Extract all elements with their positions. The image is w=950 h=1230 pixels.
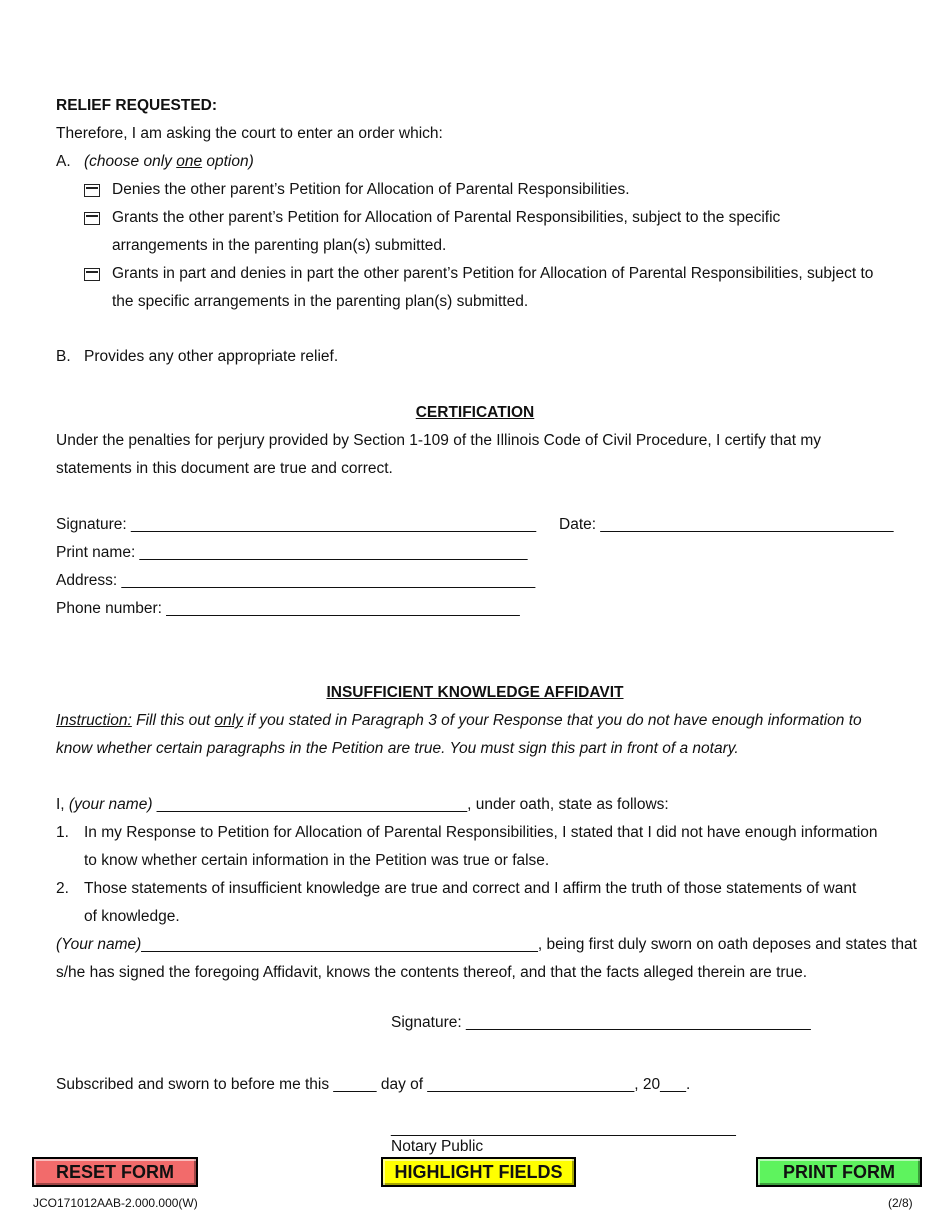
option-partial-checkbox[interactable]	[84, 268, 100, 281]
print-form-button[interactable]: PRINT FORM	[756, 1157, 922, 1187]
subscribed-sworn-line[interactable]: Subscribed and sworn to before me this _____ day of ________________________, 20___.	[56, 1076, 691, 1093]
affidavit-instruction-line2: know whether certain paragraphs in the Petition are true. You must sign this part in front of a notary.	[56, 740, 739, 757]
date-field[interactable]: Date: __________________________________	[559, 516, 894, 533]
option-partial-label-line1: Grants in part and denies in part the other parent’s Petition for Allocation of Parental Responsibilities, subject to	[112, 265, 874, 282]
affidavit-item-2-line1: Those statements of insufficient knowledge are true and correct and I affirm the truth of those statements of want	[84, 880, 857, 897]
option-b-text: Provides any other appropriate relief.	[84, 348, 339, 365]
affidavit-item-number: 1.	[56, 824, 69, 841]
option-a-letter: A.	[56, 153, 71, 170]
notary-public-label: Notary Public	[391, 1138, 484, 1155]
phone-number-field[interactable]: Phone number: _________________________________________	[56, 600, 520, 617]
option-grant-label-line1: Grants the other parent’s Petition for Allocation of Parental Responsibilities, subject to the specific	[112, 209, 781, 226]
affidavit-item-number: 2.	[56, 880, 69, 897]
affidavit-item-2-line2: of knowledge.	[84, 908, 180, 925]
sworn-statement-line1[interactable]: (Your name)______________________________________________, being first duly sworn on oath deposes and states that	[56, 936, 917, 953]
form-id: JCO171012AAB-2.000.000(W)	[33, 1196, 198, 1210]
sworn-statement-line2: s/he has signed the foregoing Affidavit, knows the contents thereof, and that the facts alleged therein are true.	[56, 964, 808, 981]
signature-field[interactable]: Signature: _______________________________________________	[56, 516, 537, 533]
option-deny-label: Denies the other parent’s Petition for Allocation of Parental Responsibilities.	[112, 181, 630, 198]
option-b-letter: B.	[56, 348, 71, 365]
relief-heading: RELIEF REQUESTED:	[56, 97, 218, 114]
affidavit-heading: INSUFFICIENT KNOWLEDGE AFFIDAVIT	[326, 684, 624, 701]
notary-signature-line[interactable]: ________________________________________	[391, 1120, 736, 1137]
affidavit-item-1-line1: In my Response to Petition for Allocation of Parental Responsibilities, I stated that I did not have enough information	[84, 824, 878, 841]
highlight-fields-button[interactable]: HIGHLIGHT FIELDS	[381, 1157, 576, 1187]
certification-text-line2: statements in this document are true and correct.	[56, 460, 393, 477]
oath-statement[interactable]: I, (your name) ____________________________________, under oath, state as follows:	[56, 796, 669, 813]
affidavit-signature-field[interactable]: Signature: ________________________________________	[391, 1014, 811, 1031]
address-field[interactable]: Address: ________________________________________________	[56, 572, 536, 589]
print-name-field[interactable]: Print name: _____________________________________________	[56, 544, 528, 561]
option-grant-label-line2: arrangements in the parenting plan(s) submitted.	[112, 237, 447, 254]
reset-form-button[interactable]: RESET FORM	[32, 1157, 198, 1187]
page-number: (2/8)	[888, 1196, 913, 1210]
option-partial-label-line2: the specific arrangements in the parenting plan(s) submitted.	[112, 293, 529, 310]
certification-text-line1: Under the penalties for perjury provided by Section 1-109 of the Illinois Code of Civil Procedure, I certify that my	[56, 432, 822, 449]
option-deny-checkbox[interactable]	[84, 184, 100, 197]
option-grant-checkbox[interactable]	[84, 212, 100, 225]
relief-intro: Therefore, I am asking the court to enter an order which:	[56, 125, 443, 142]
affidavit-instruction-line1: Instruction: Fill this out only if you stated in Paragraph 3 of your Response that you do not have enough information to	[56, 712, 862, 729]
option-a-instruction: (choose only one option)	[84, 153, 254, 170]
affidavit-item-1-line2: to know whether certain information in the Petition was true or false.	[84, 852, 550, 869]
certification-heading: CERTIFICATION	[415, 404, 535, 421]
